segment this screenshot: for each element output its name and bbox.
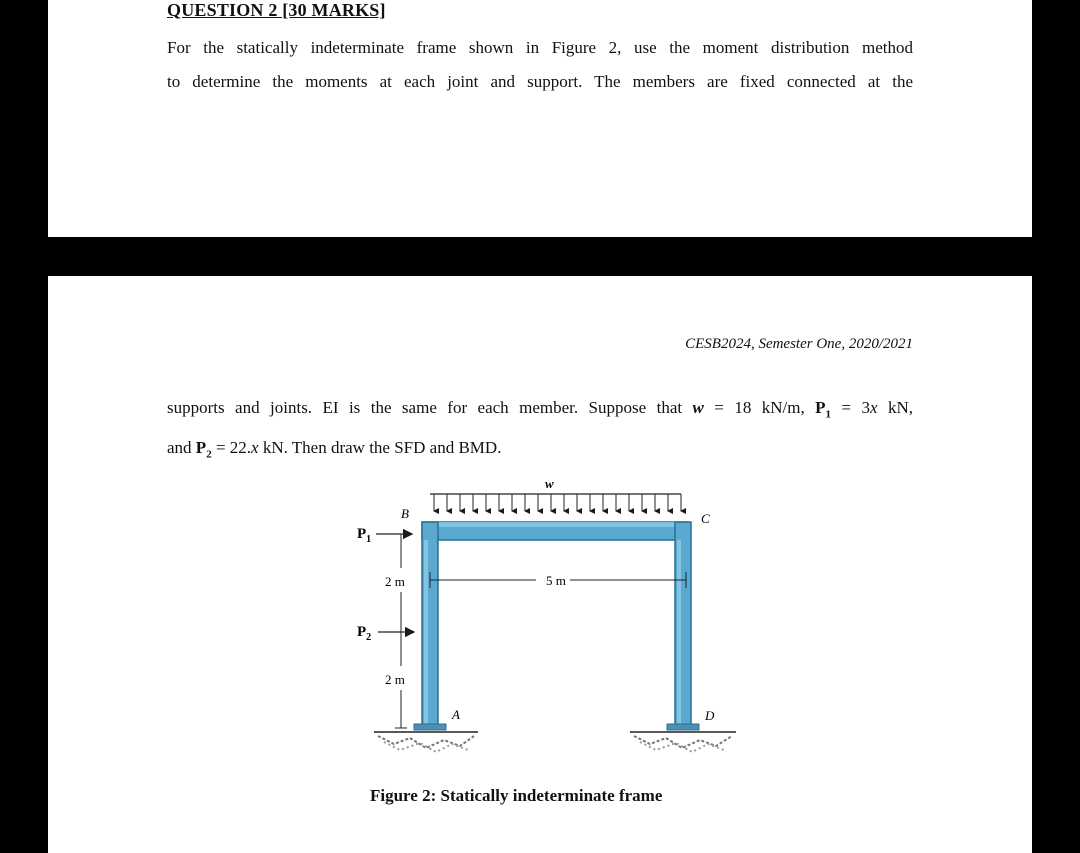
intro-line-1: For the statically indeterminate frame shown in Figure 2, use the moment distribution method xyxy=(167,38,913,57)
p2-value: = 22. xyxy=(211,438,252,458)
w-value: = 18 kN/m, xyxy=(703,398,816,417)
svg-text:P1: $P_1$ xyxy=(357,526,372,545)
p1-symbol: $P_1$ xyxy=(815,398,832,421)
p1-unit: kN, xyxy=(877,398,914,417)
dim-lower-label: 2 m xyxy=(385,672,405,687)
support-a xyxy=(374,732,478,752)
support-d xyxy=(630,732,736,752)
svg-text:P2: $P_2$ xyxy=(357,624,372,643)
w-label: w xyxy=(545,476,554,491)
support-d-label: D xyxy=(705,708,715,723)
question-heading: QUESTION 2 [30 MARKS] xyxy=(167,0,386,20)
page-top xyxy=(48,0,1032,237)
page-bottom xyxy=(48,276,1032,853)
w-symbol: w xyxy=(692,398,704,417)
text-post: kN. Then draw the SFD and BMD. xyxy=(258,438,502,458)
p1-value: = 3 xyxy=(831,398,870,417)
p2-symbol: $P_2$ xyxy=(195,438,212,461)
figure-caption: Figure 2: Statically indeterminate frame xyxy=(370,786,663,805)
p2-variable: x xyxy=(251,438,259,458)
p1-variable: x xyxy=(870,398,878,417)
course-note: CESB2024, Semester One, 2020/2021 xyxy=(685,336,913,352)
dimension-vertical xyxy=(395,534,407,728)
load-p2 xyxy=(357,624,414,643)
dim-span-label: 5 m xyxy=(546,573,566,588)
dim-upper-label: 2 m xyxy=(385,574,405,589)
joint-c-label: C xyxy=(701,511,710,526)
joint-b-label: B xyxy=(401,506,409,521)
load-p1 xyxy=(357,526,412,545)
support-a-label: A xyxy=(452,707,460,722)
text-and: and xyxy=(167,438,196,458)
distributed-load xyxy=(430,476,681,511)
frame-figure xyxy=(48,276,1032,853)
question-intro xyxy=(167,31,927,99)
text-pre: supports and joints. EI is the same for each member. Suppose that xyxy=(167,398,693,417)
intro-line-2: to determine the moments at each joint and support. The members are fixed connected at the xyxy=(167,72,913,91)
